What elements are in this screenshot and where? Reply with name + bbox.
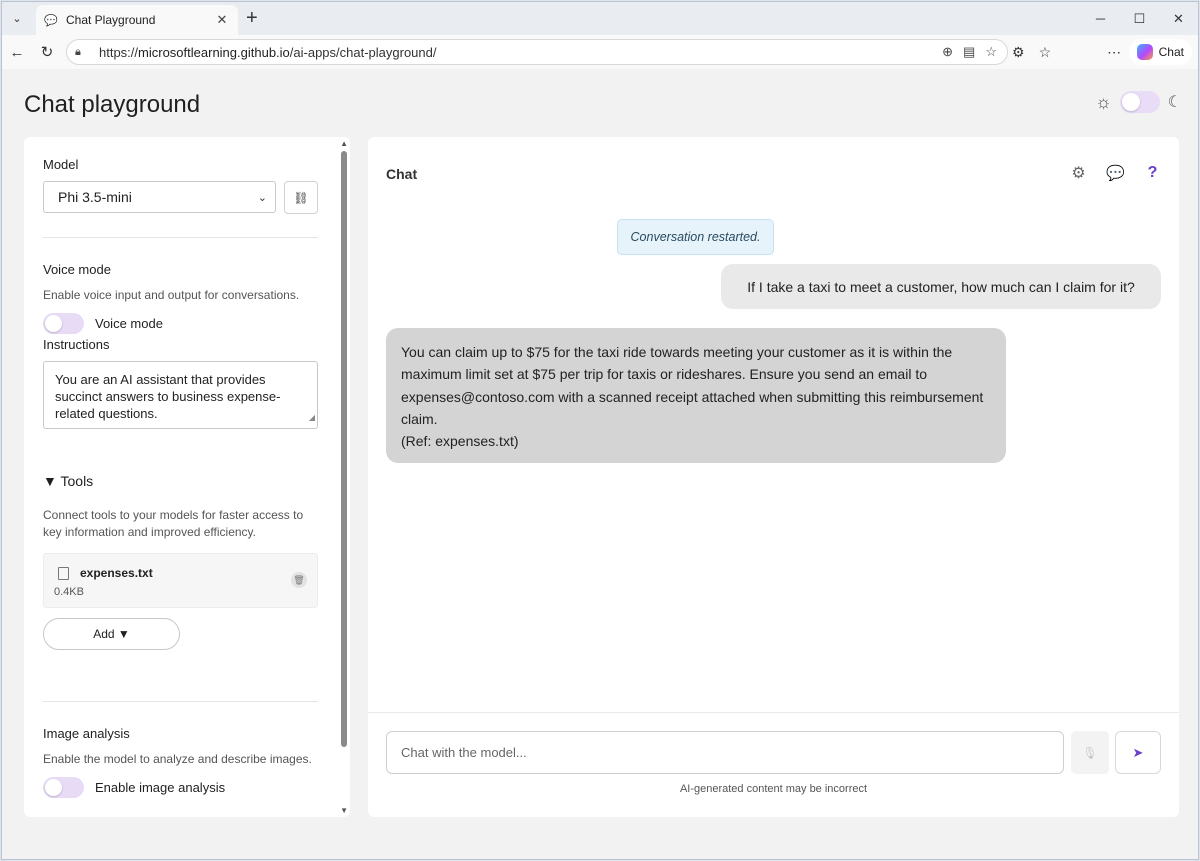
browser-tab[interactable]: [36, 5, 238, 35]
moon-icon: ☾: [1167, 94, 1182, 111]
scroll-down-icon[interactable]: ▼: [340, 806, 348, 815]
page: [2, 69, 1198, 859]
voice-mode-row: [43, 313, 163, 334]
resize-grip-icon[interactable]: ◢: [308, 413, 315, 422]
maximize-icon[interactable]: ☐: [1133, 10, 1146, 26]
divider: [43, 701, 318, 702]
send-button[interactable]: [1115, 731, 1161, 774]
address-bar-icons: [942, 40, 997, 64]
favorites-icon[interactable]: ☆: [1038, 43, 1052, 60]
voice-mode-toggle[interactable]: [43, 313, 84, 334]
document-icon: [58, 567, 69, 580]
settings-panel: [24, 137, 350, 817]
model-label: Model: [43, 157, 79, 172]
settings-scrollbar[interactable]: [338, 137, 350, 817]
theme-toggle: [1095, 91, 1182, 113]
sun-icon: ☼: [1095, 91, 1112, 112]
close-window-icon[interactable]: ✕: [1173, 10, 1184, 26]
reader-view-icon[interactable]: ▤: [963, 44, 976, 59]
user-message: If I take a taxi to meet a customer, how much can I claim for it?: [721, 264, 1161, 309]
file-name: expenses.txt: [80, 566, 153, 580]
site-info-icon[interactable]: 🔒︎: [75, 45, 81, 58]
chat-bubble-icon: 💬: [44, 14, 58, 27]
copilot-chat-button[interactable]: [1129, 39, 1192, 65]
chat-title: Chat: [386, 166, 418, 182]
minimize-icon[interactable]: ─: [1095, 11, 1106, 26]
close-tab-icon[interactable]: ✕: [216, 12, 228, 27]
tab-bar: [2, 2, 1198, 35]
image-analysis-heading: Image analysis: [43, 726, 130, 741]
model-select[interactable]: [43, 181, 276, 213]
settings-gear-icon[interactable]: ⚙: [1071, 165, 1086, 182]
zoom-icon[interactable]: ⊕: [942, 44, 954, 59]
more-icon[interactable]: ⋯: [1107, 43, 1122, 60]
microphone-button[interactable]: [1071, 731, 1109, 774]
microphone-icon: 🎙: [1082, 745, 1098, 760]
divider: [43, 237, 318, 238]
extensions-icon[interactable]: ⚙: [1012, 43, 1025, 60]
system-message: Conversation restarted.: [617, 219, 774, 255]
address-bar[interactable]: [66, 39, 1008, 65]
assistant-message-text: You can claim up to $75 for the taxi ride towards meeting your customer as it is within the maximum limit set at $75 per trip for taxis or rideshares. Ensure you send an email to expenses@contoso.com with a scanned receipt attached when submitting this reimbursement claim.: [401, 344, 984, 427]
chat-panel: [368, 137, 1179, 817]
image-analysis-toggle-label: Enable image analysis: [95, 780, 226, 795]
chat-input[interactable]: Chat with the model...: [386, 731, 1064, 774]
ai-disclaimer: AI-generated content may be incorrect: [679, 783, 868, 795]
send-icon: ➤: [1132, 744, 1144, 760]
tab-list-chevron-icon[interactable]: ⌄: [12, 13, 22, 25]
scrollbar-thumb[interactable]: [341, 151, 347, 747]
voice-mode-hint: Enable voice input and output for conversations.: [43, 288, 300, 302]
instructions-text: You are an AI assistant that provides succinct answers to business expense-related questions.: [55, 372, 281, 421]
assistant-message: [386, 328, 1006, 463]
image-analysis-row: [43, 777, 225, 798]
browser-toolbar: [1012, 39, 1121, 65]
file-size: 0.4KB: [54, 586, 84, 598]
tool-file-card: [43, 553, 318, 608]
instructions-label: Instructions: [43, 337, 110, 352]
browser-window: [1, 1, 1199, 860]
address-toolbar: [2, 35, 1198, 69]
url-domain: microsoftlearning.github.io: [138, 44, 290, 60]
copilot-icon: [1137, 44, 1153, 60]
divider: [368, 712, 1179, 713]
model-info-link-button[interactable]: [284, 181, 318, 214]
add-tool-button[interactable]: Add ▼: [43, 618, 180, 650]
image-analysis-toggle[interactable]: [43, 777, 84, 798]
chevron-down-icon: ⌄: [257, 191, 267, 204]
image-analysis-hint: Enable the model to analyze and describe images.: [43, 752, 312, 766]
copilot-label: Chat: [1158, 45, 1184, 59]
tab-title: Chat Playground: [66, 13, 156, 27]
favorite-star-icon[interactable]: ☆: [985, 44, 997, 59]
url-prefix: https://: [99, 44, 139, 60]
chat-bubble-icon[interactable]: 💬: [1106, 165, 1125, 182]
help-icon[interactable]: ?: [1147, 164, 1158, 181]
theme-switch[interactable]: [1120, 91, 1160, 113]
window-controls: [1081, 2, 1198, 35]
delete-file-icon[interactable]: 🗑: [291, 572, 307, 588]
assistant-message-reference: (Ref: expenses.txt): [401, 433, 519, 450]
model-value: Phi 3.5-mini: [58, 189, 132, 205]
instructions-textarea[interactable]: [43, 361, 318, 429]
link-icon: ⛓: [293, 190, 309, 205]
url-path: /ai-apps/chat-playground/: [289, 44, 437, 60]
new-tab-icon[interactable]: +: [246, 7, 258, 29]
chat-header-icons: [1070, 163, 1161, 183]
voice-mode-toggle-label: Voice mode: [95, 316, 163, 331]
voice-mode-heading: Voice mode: [43, 262, 111, 277]
tools-toggle[interactable]: ▼ Tools: [43, 473, 94, 489]
tools-hint: Connect tools to your models for faster access to key information and improved efficiency.: [43, 508, 304, 539]
refresh-icon[interactable]: ↻: [40, 44, 54, 61]
scroll-up-icon[interactable]: ▲: [340, 139, 348, 148]
back-icon[interactable]: ←: [9, 43, 25, 61]
page-title: Chat playground: [24, 91, 201, 118]
